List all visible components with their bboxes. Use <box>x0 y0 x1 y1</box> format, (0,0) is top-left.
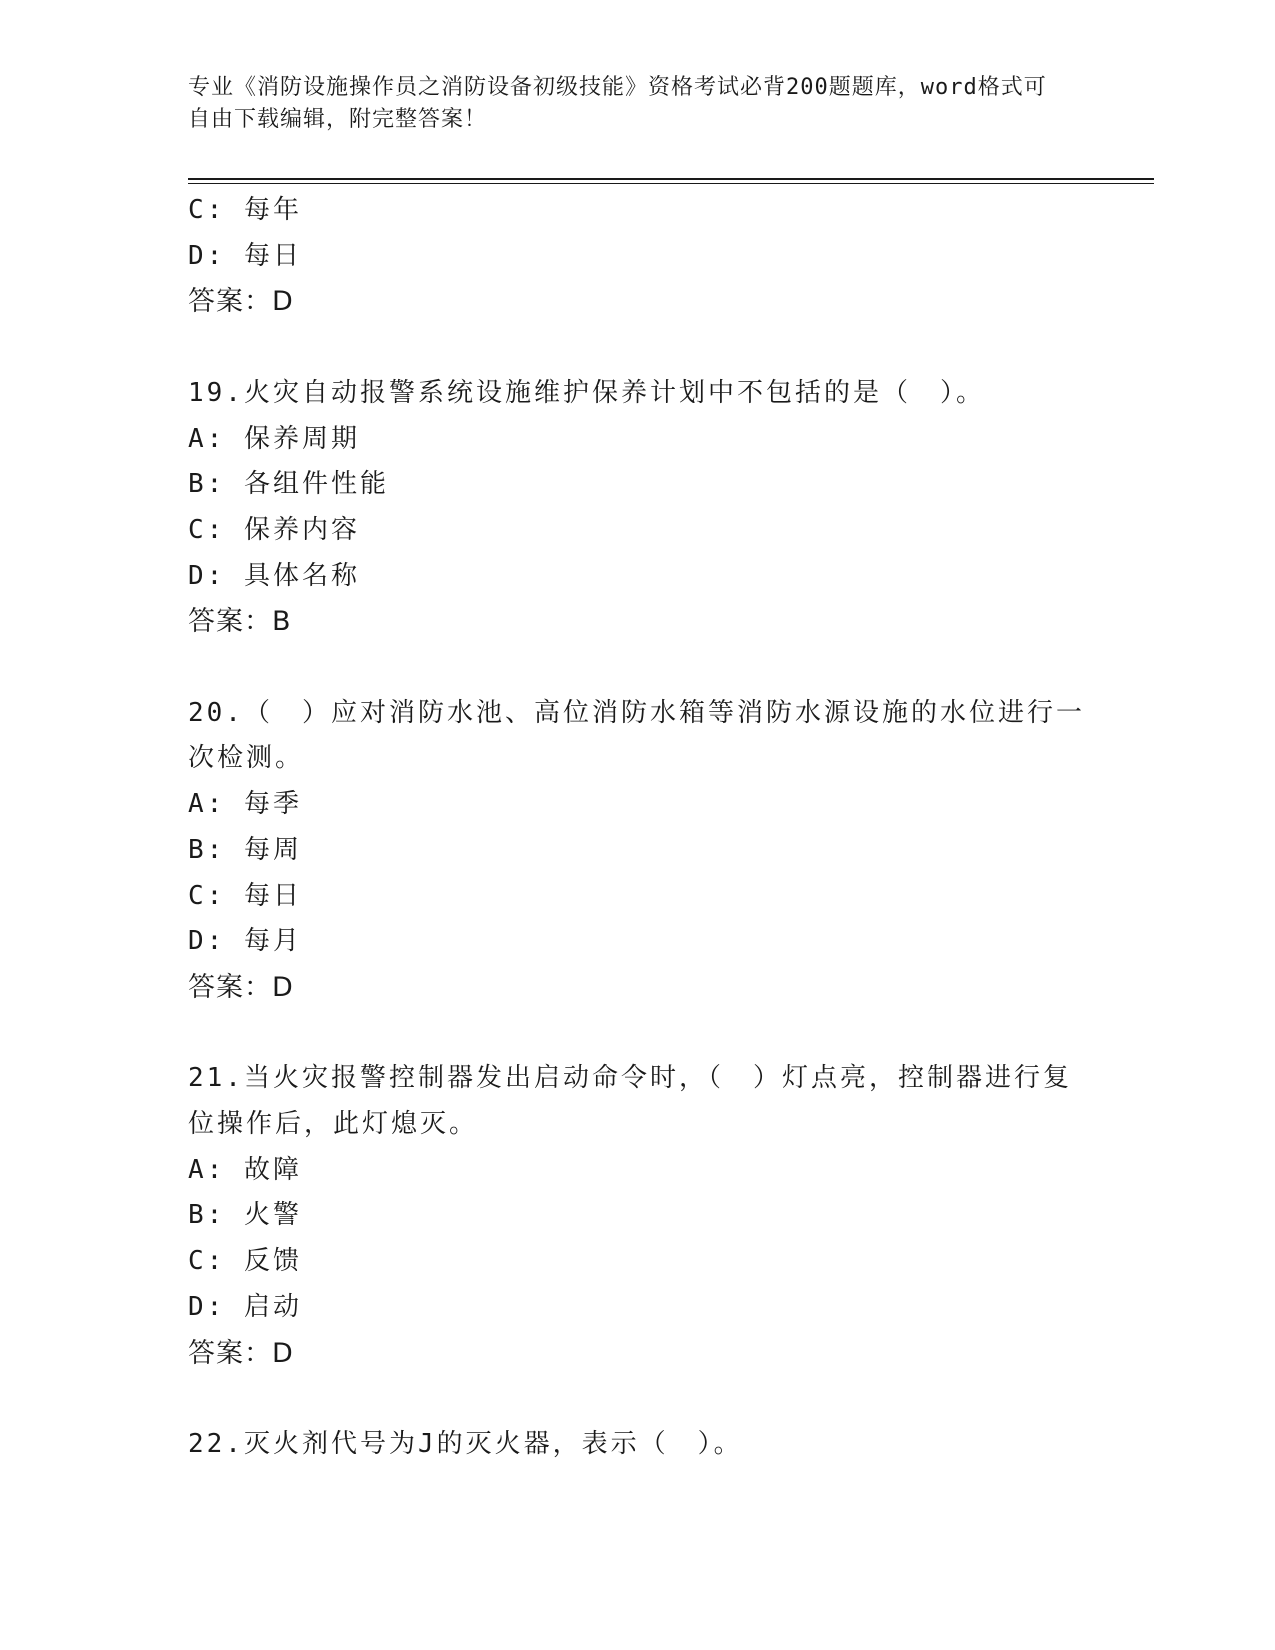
question-21 <box>188 1056 1088 1376</box>
question-18-tail <box>188 188 1088 325</box>
option-b: B: 火警 <box>188 1200 302 1231</box>
answer-line: 答案：D <box>188 286 294 318</box>
answer-line: 答案：D <box>188 971 294 1003</box>
option-c: C: 每日 <box>188 880 302 911</box>
question-19 <box>188 371 1088 645</box>
question-text-line-2: 位操作后，此灯熄灭。 <box>188 1109 479 1140</box>
option-c: C: 每年 <box>188 195 302 225</box>
header-rule-thin <box>188 183 1154 184</box>
question-text-line-1: 21.当火灾报警控制器发出启动命令时，（ ）灯点亮，控制器进行复 <box>188 1063 1072 1094</box>
option-d: D: 每日 <box>188 240 302 271</box>
option-d: D: 启动 <box>188 1291 302 1322</box>
option-b: B: 各组件性能 <box>188 469 389 500</box>
option-c: C: 保养内容 <box>188 514 360 545</box>
question-text: 22.灭火剂代号为J的灭火器，表示（ ）。 <box>188 1428 743 1459</box>
question-text-line-1: 20.（ ）应对消防水池、高位消防水箱等消防水源设施的水位进行一 <box>188 697 1085 728</box>
option-d: D: 具体名称 <box>188 560 360 591</box>
option-b: B: 每周 <box>188 834 302 865</box>
option-d: D: 每月 <box>188 926 302 957</box>
question-20 <box>188 691 1088 1011</box>
question-text-line-2: 次检测。 <box>188 743 305 774</box>
option-c: C: 反馈 <box>188 1246 302 1277</box>
answer-line: 答案：B <box>188 606 292 638</box>
answer-line: 答案：D <box>188 1337 294 1369</box>
option-a: A: 故障 <box>188 1154 302 1185</box>
document-header: 专业《消防设施操作员之消防设备初级技能》资格考试必背200题题库，word格式可自由下载编辑，附完整答案！ <box>188 75 1047 132</box>
option-a: A: 每季 <box>188 789 302 820</box>
header-rule-thick <box>188 178 1154 180</box>
option-a: A: 保养周期 <box>188 423 360 454</box>
question-list <box>188 188 1088 1468</box>
question-text: 19.火灾自动报警系统设施维护保养计划中不包括的是（ ）。 <box>188 377 985 408</box>
question-22 <box>188 1422 1088 1468</box>
